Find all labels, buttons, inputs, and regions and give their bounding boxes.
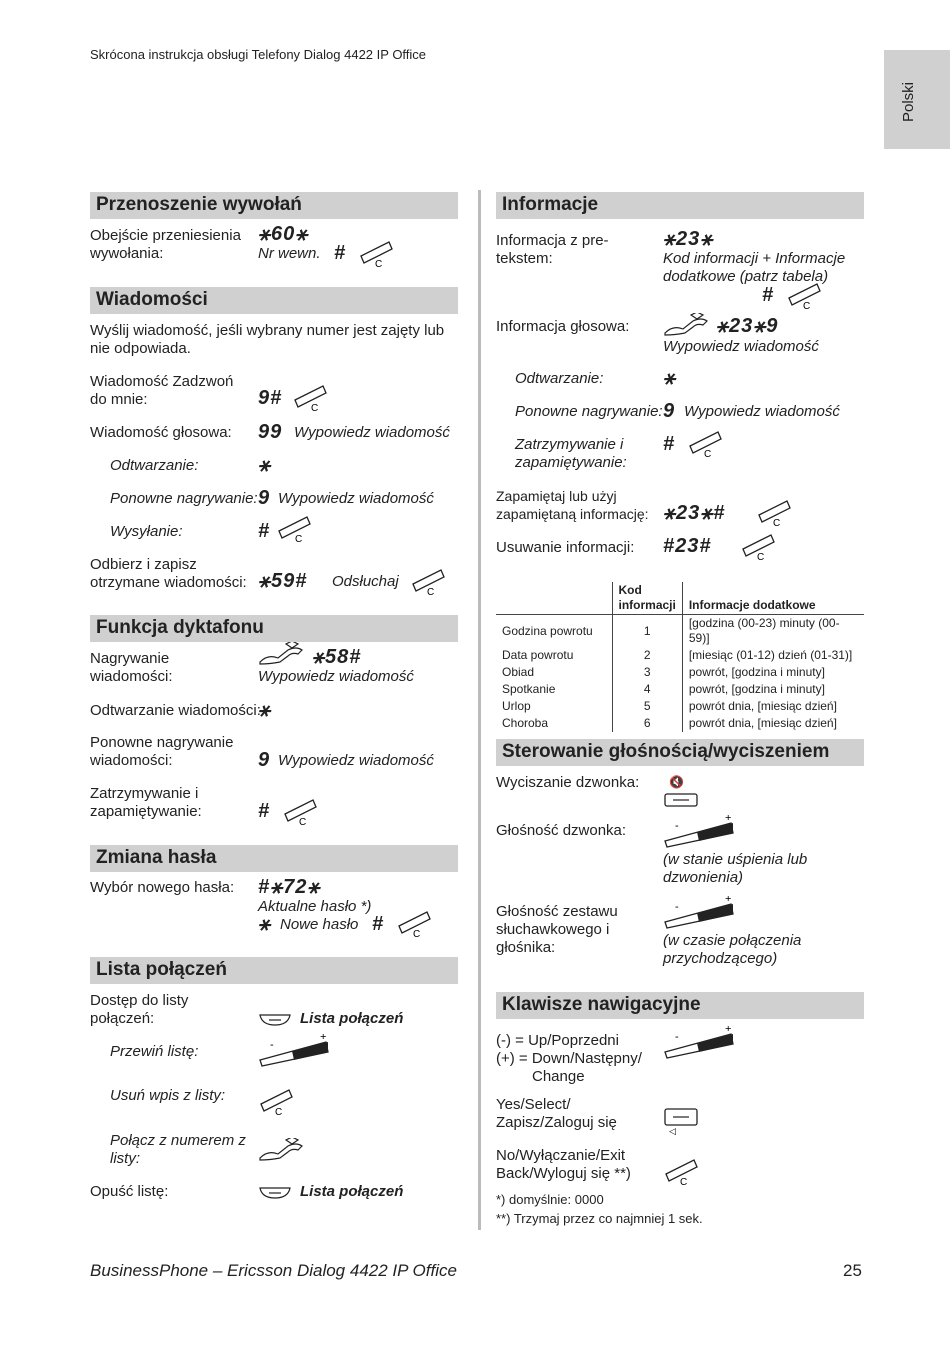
svg-text:+: + — [725, 1026, 732, 1035]
svg-text:C: C — [375, 259, 383, 268]
section-lista: Lista połączeń — [90, 957, 458, 984]
yes-label: Yes/Select/ Zapisz/Zaloguj się — [496, 1096, 617, 1131]
info-codes-table — [496, 582, 864, 732]
footnote-default: *) domyślnie: 0000 — [496, 1192, 604, 1207]
table-cell: 3 — [612, 664, 682, 681]
clear-key-icon — [396, 908, 432, 938]
pre-text: Kod informacji + Informacje dodatkowe (patrz tabela) — [663, 250, 846, 285]
opusc-text: Lista połączeń — [300, 1183, 404, 1200]
table-row — [496, 664, 864, 681]
zestaw-text: (w czasie połączenia przychodzącego) — [663, 932, 802, 967]
table-cell: Godzina powrotu — [502, 623, 593, 638]
table-row — [496, 698, 864, 715]
ig-code: ⚹23⚹9 — [716, 315, 779, 337]
wiad-desc: Wyślij wiadomość, jeśli wybrany numer jest zajęty lub nie odpowiada. — [90, 322, 445, 357]
svg-text:C: C — [295, 534, 303, 543]
odb-code: ⚹59# — [258, 570, 308, 592]
handset-off-hook-icon — [258, 642, 304, 666]
hash-key: # — [663, 433, 676, 455]
page-header: Skrócona instrukcja obsługi Telefony Dialog 4422 IP Office — [90, 47, 427, 62]
zap-code: ⚹23⚹# — [663, 502, 726, 524]
svg-text:🔇: 🔇 — [669, 775, 684, 789]
pon-text: Wypowiedz wiadomość — [278, 490, 434, 507]
nagr-label: Nagrywanie wiadomości: — [90, 650, 173, 685]
table-row — [496, 615, 864, 648]
volume-key-icon — [663, 815, 737, 849]
svg-text:C: C — [757, 552, 765, 561]
clear-key-icon — [740, 531, 776, 561]
pre-code: ⚹23⚹ — [663, 228, 714, 250]
usun-info-label: Usuwanie informacji: — [496, 539, 635, 556]
table-header: Kod informacji — [612, 582, 682, 615]
page-number: 25 — [843, 1261, 862, 1280]
ipon-text: Wypowiedz wiadomość — [684, 403, 840, 420]
handset-off-hook-icon — [663, 313, 709, 337]
table-cell: powrót, [godzina i minuty] — [682, 681, 864, 698]
zadzwon-code: 9# — [258, 387, 283, 409]
svg-text:C: C — [413, 929, 421, 938]
ig-text: Wypowiedz wiadomość — [663, 338, 819, 355]
ipon-label: Ponowne nagrywanie: — [515, 403, 663, 420]
footer-title: BusinessPhone – Ericsson Dialog 4422 IP Office — [90, 1261, 457, 1280]
dodtw-label: Odtwarzanie wiadomości: — [90, 702, 261, 719]
table-cell: [godzina (00-23) minuty (00-59)] — [682, 615, 864, 648]
volume-key-icon — [663, 896, 737, 930]
svg-text:C: C — [299, 817, 307, 826]
hash-key: # — [258, 800, 271, 822]
opusc-label: Opuść listę: — [90, 1183, 169, 1200]
iodtw-label: Odtwarzanie: — [515, 370, 604, 387]
hash-key: # — [334, 242, 347, 264]
nav-change: Change — [532, 1068, 585, 1085]
clear-key-icon — [786, 280, 822, 310]
svg-text:-: - — [675, 901, 679, 913]
nav-down: (+) = Down/Następny/ — [496, 1050, 642, 1067]
clear-key-icon — [358, 238, 394, 268]
call-list-key-icon — [258, 1012, 292, 1028]
language-tab — [884, 50, 950, 149]
star-key: ⚹ — [258, 699, 271, 721]
svg-text:C: C — [773, 518, 781, 527]
table-header-row — [496, 582, 864, 615]
table-cell: 2 — [612, 647, 682, 664]
pon-label: Ponowne nagrywanie: — [110, 490, 258, 507]
star-key: ⚹ — [258, 913, 271, 935]
usun-info-code: #23# — [663, 535, 712, 557]
star-key: ⚹ — [663, 367, 676, 389]
clear-key-icon — [292, 382, 328, 412]
table-row — [496, 681, 864, 698]
svg-text:-: - — [675, 820, 679, 832]
dpon-code: 9 — [258, 749, 271, 771]
table-cell: powrót dnia, [miesiąc dzień] — [682, 715, 864, 732]
dpon-text: Wypowiedz wiadomość — [278, 752, 434, 769]
hash-key: # — [762, 284, 775, 306]
table-cell: 5 — [612, 698, 682, 715]
odb-text: Odsłuchaj — [332, 573, 399, 590]
table-cell: [miesiąc (01-12) dzień (01-31)] — [682, 647, 864, 664]
ipon-code: 9 — [663, 400, 676, 422]
odtw-label: Odtwarzanie: — [110, 457, 199, 474]
clear-key-icon — [756, 497, 792, 527]
section-zmiana-hasla: Zmiana hasła — [90, 845, 458, 872]
table-row — [496, 647, 864, 664]
clear-key-icon — [258, 1086, 294, 1116]
svg-text:C: C — [803, 301, 811, 310]
handset-off-hook-icon — [258, 1138, 304, 1162]
yes-key-icon — [663, 1105, 699, 1135]
polacz-label: Połącz z numerem z listy: — [110, 1132, 246, 1167]
svg-text:◁: ◁ — [669, 1127, 676, 1135]
svg-text:C: C — [680, 1177, 688, 1186]
section-przenoszenie: Przenoszenie wywołań — [90, 192, 458, 219]
glos-code: 99 — [258, 421, 283, 443]
nagr-code: ⚹58# — [312, 646, 362, 668]
footnote-hold: **) Trzymaj przez co najmniej 1 sek. — [496, 1211, 703, 1226]
table-cell: 1 — [612, 615, 682, 648]
table-cell: Spotkanie — [502, 682, 556, 696]
table-header: Informacje dodatkowe — [682, 582, 864, 615]
svg-text:+: + — [725, 896, 732, 905]
haslo-sub1: Aktualne hasło *) — [258, 898, 372, 915]
nagr-text: Wypowiedz wiadomość — [258, 668, 414, 685]
svg-text:+: + — [320, 1034, 327, 1043]
section-dyktafon: Funkcja dyktafonu — [90, 615, 458, 642]
glos-label: Wiadomość głosowa: — [90, 424, 232, 441]
star-key: ⚹ — [258, 454, 271, 476]
haslo-sub2: Nowe hasło — [280, 916, 359, 933]
clear-key-icon — [282, 796, 318, 826]
column-divider — [478, 190, 481, 1230]
usun-label: Usuń wpis z listy: — [110, 1087, 226, 1104]
table-cell: Urlop — [502, 699, 531, 713]
section-klawisze: Klawisze nawigacyjne — [496, 992, 864, 1019]
odb-label: Odbierz i zapisz otrzymane wiadomości: — [90, 556, 247, 591]
clear-key-icon — [276, 513, 312, 543]
hash-key: # — [372, 913, 385, 935]
section-sterowanie: Sterowanie głośnością/wyciszeniem — [496, 739, 864, 766]
haslo-label: Wybór nowego hasła: — [90, 879, 235, 896]
svg-text:C: C — [427, 587, 435, 596]
haslo-code: #⚹72⚹ — [258, 876, 321, 898]
przen-sub: Nr wewn. — [258, 245, 321, 262]
wys-label: Wysyłanie: — [110, 523, 183, 540]
glosnosc-text: (w stanie uśpienia lub dzwonienia) — [663, 851, 808, 886]
svg-text:C: C — [275, 1107, 283, 1116]
section-wiadomosci: Wiadomości — [90, 287, 458, 314]
clear-key-icon — [687, 428, 723, 458]
wycisz-label: Wyciszanie dzwonka: — [496, 774, 640, 791]
svg-text:C: C — [704, 449, 712, 458]
dzat-label: Zatrzymywanie i zapamiętywanie: — [90, 785, 202, 820]
section-informacje: Informacje — [496, 192, 864, 219]
table-cell: Choroba — [502, 716, 549, 730]
svg-text:-: - — [675, 1031, 679, 1043]
svg-text:+: + — [725, 815, 732, 824]
table-cell: powrót, [godzina i minuty] — [682, 664, 864, 681]
dostep-label: Dostęp do listy połączeń: — [90, 992, 189, 1027]
clear-key-icon — [410, 566, 446, 596]
przen-code: ⚹60⚹ — [258, 223, 309, 245]
izat-label: Zatrzymywanie i zapamiętywanie: — [515, 436, 627, 471]
table-cell: Obiad — [502, 665, 535, 679]
pon-code: 9 — [258, 487, 271, 509]
table-row — [496, 715, 864, 732]
dostep-text: Lista połączeń — [300, 1010, 404, 1027]
svg-text:C: C — [311, 403, 319, 412]
table-cell: Data powrotu — [502, 648, 574, 662]
svg-text:-: - — [270, 1039, 274, 1051]
przen-label: Obejście przeniesienia wywołania: — [90, 227, 241, 262]
language-tab-label: Polski — [900, 81, 917, 122]
call-list-key-icon — [258, 1185, 292, 1201]
nav-up: (-) = Up/Poprzedni — [496, 1032, 619, 1049]
table-cell: 4 — [612, 681, 682, 698]
clear-key-icon — [663, 1156, 699, 1186]
table-cell: 6 — [612, 715, 682, 732]
navigation-key-icon — [663, 1026, 737, 1060]
dpon-label: Ponowne nagrywanie wiadomości: — [90, 734, 234, 769]
glos-text: Wypowiedz wiadomość — [294, 424, 450, 441]
zap-label: Zapamiętaj lub użyj zapamiętaną informację: — [496, 488, 649, 522]
mute-key-icon — [663, 774, 699, 810]
ig-label: Informacja głosowa: — [496, 318, 630, 335]
table-cell: powrót dnia, [miesiąc dzień] — [682, 698, 864, 715]
hash-key: # — [258, 520, 271, 542]
volume-key-icon — [258, 1034, 332, 1068]
zestaw-label: Głośność zestawu słuchawkowego i głośnika: — [496, 903, 618, 956]
pre-label: Informacja z pre-tekstem: — [496, 232, 609, 267]
glosnosc-label: Głośność dzwonka: — [496, 822, 627, 839]
no-label: No/Wyłączanie/Exit Back/Wyloguj się **) — [496, 1147, 631, 1182]
przewin-label: Przewiń listę: — [110, 1043, 199, 1060]
zadzwon-label: Wiadomość Zadzwoń do mnie: — [90, 373, 234, 408]
table-header — [496, 582, 612, 615]
